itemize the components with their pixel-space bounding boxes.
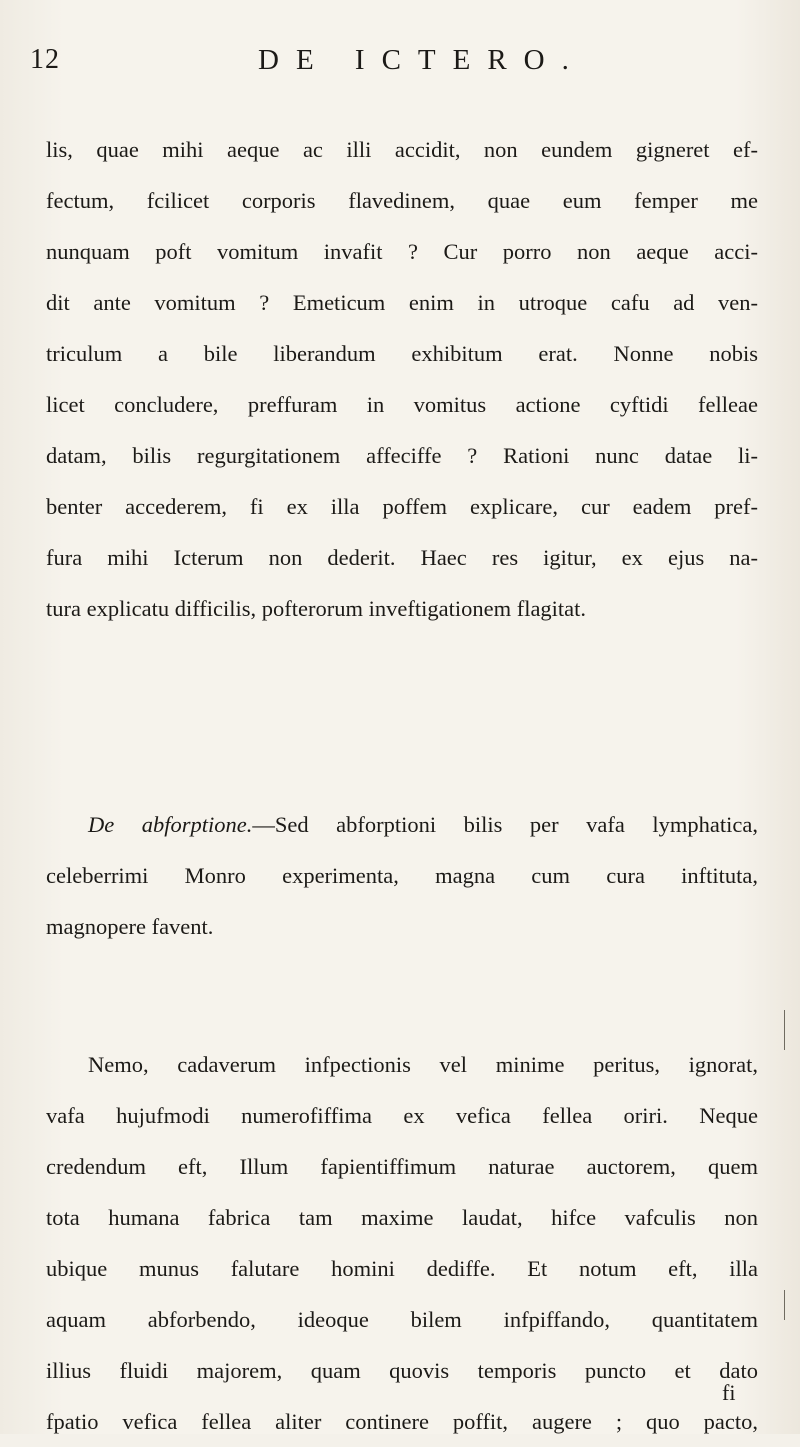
- text-line: celeberrimi Monro experimenta, magna cum cura inftituta,: [46, 863, 758, 888]
- section-lead-text: —Sed abforptioni bilis per vafa lymphatica,: [252, 812, 758, 837]
- page-header: [0, 44, 800, 84]
- text-line: nunquam poft vomitum invafit ? Cur porro non aeque acci-: [46, 239, 758, 264]
- text-line: ubique munus falutare homini dediffe. Et notum eft, illa: [46, 1256, 758, 1281]
- text-line: dit ante vomitum ? Emeticum enim in utroque cafu ad ven-: [46, 290, 758, 315]
- text-line: Nemo, cadaverum infpectionis vel minime peritus, ignorat,: [88, 1052, 758, 1077]
- margin-mark: [784, 1010, 785, 1050]
- text-line: lis, quae mihi aeque ac illi accidit, non eundem gigneret ef-: [46, 137, 758, 162]
- text-line: credendum eft, Illum fapientiffimum naturae auctorem, quem: [46, 1154, 758, 1179]
- text-line: vafa hujufmodi numerofiffima ex vefica fellea oriri. Neque: [46, 1103, 758, 1128]
- text-line: magnopere favent.: [46, 914, 214, 939]
- text-line: tura explicatu difficilis, pofterorum inveftigationem flagitat.: [46, 596, 587, 621]
- paragraph-1: [46, 124, 758, 634]
- text-line: aquam abforbendo, ideoque bilem infpiffando, quantitatem: [46, 1307, 758, 1332]
- text-line: fectum, fcilicet corporis flavedinem, quae eum femper me: [46, 188, 758, 213]
- text-line: fpatio vefica fellea aliter continere poffit, augere ; quo pacto,: [46, 1409, 758, 1434]
- text-line: [46, 799, 758, 850]
- text-line: triculum a bile liberandum exhibitum erat. Nonne nobis: [46, 341, 758, 366]
- text-line: datam, bilis regurgitationem affeciffe ? Rationi nunc datae li-: [46, 443, 758, 468]
- page-number: 12: [30, 44, 60, 75]
- margin-mark: [784, 1290, 785, 1320]
- paragraph-2: [46, 799, 758, 952]
- text-line: benter accederem, fi ex illa poffem explicare, cur eadem pref-: [46, 494, 758, 519]
- text-line: fura mihi Icterum non dederit. Haec res igitur, ex ejus na-: [46, 545, 758, 570]
- running-head: DE ICTERO.: [258, 44, 586, 76]
- text-line: licet concludere, preffuram in vomitus actione cyftidi felleae: [46, 392, 758, 417]
- text-line: illius fluidi majorem, quam quovis temporis puncto et dato: [46, 1358, 758, 1383]
- paragraph-3: [46, 1039, 758, 1447]
- section-lead: De abforptione.: [88, 812, 253, 837]
- text-line: tota humana fabrica tam maxime laudat, hifce vafculis non: [46, 1205, 758, 1230]
- catchword: fi: [722, 1380, 736, 1405]
